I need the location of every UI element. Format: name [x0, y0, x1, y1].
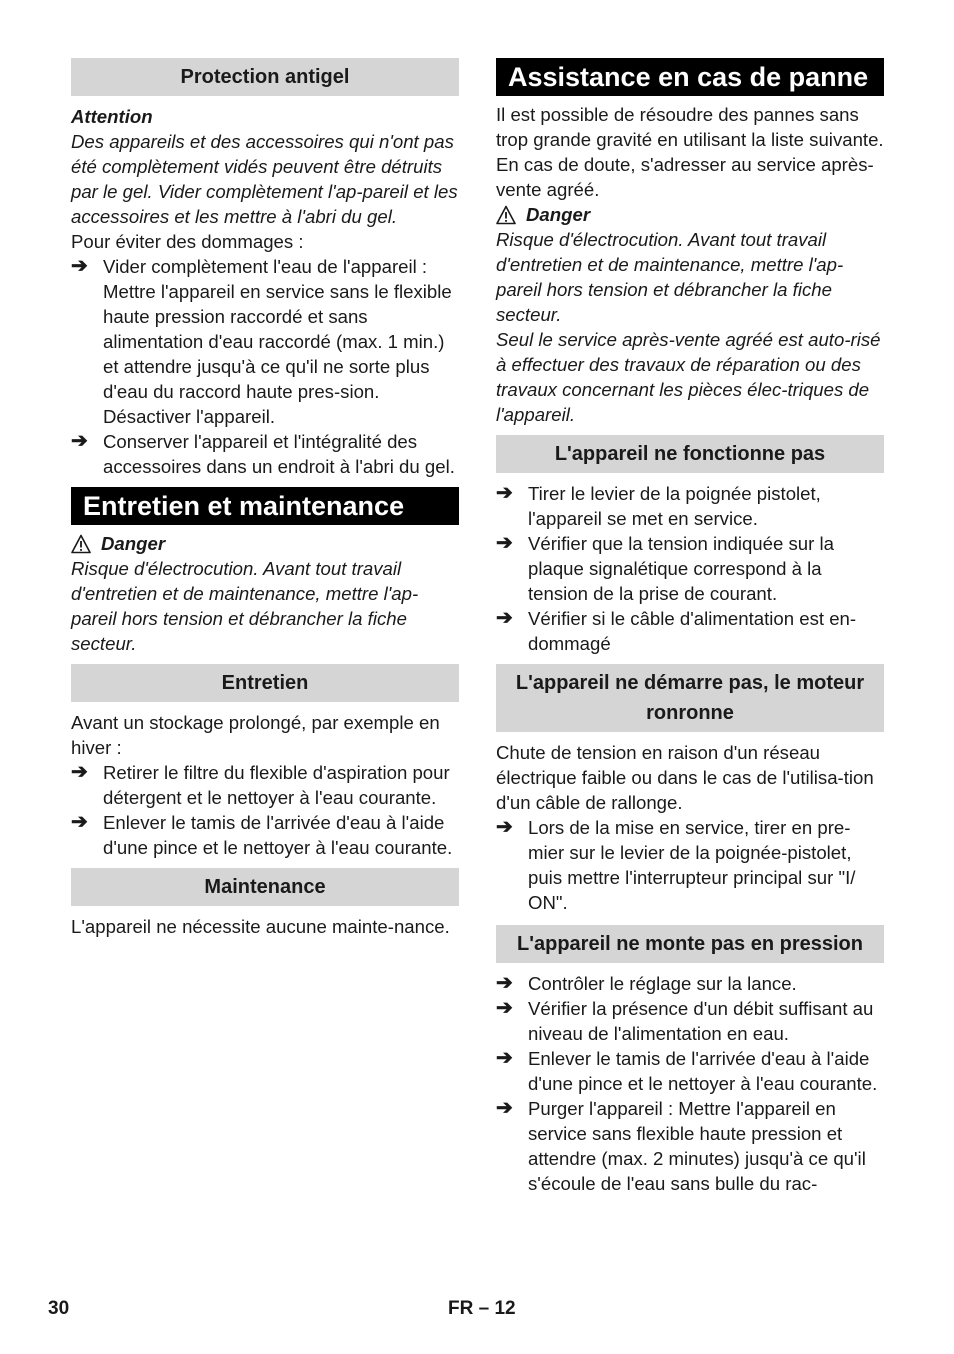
right-column: [496, 58, 884, 1196]
frost-protection-heading: Protection antigel: [71, 58, 459, 96]
list-item: ➔ Enlever le tamis de l'arrivée d'eau à l'aide d'une pince et le nettoyer à l'eau courante.: [496, 1047, 878, 1094]
left-column: [71, 58, 459, 939]
list-item: ➔ Retirer le filtre du flexible d'aspiration pour détergent et le nettoyer à l'eau courante.: [71, 761, 450, 808]
frost-steps-list: [71, 254, 459, 479]
troubleshooting-heading: Assistance en cas de panne: [496, 58, 884, 96]
not-starting-heading: L'appareil ne démarre pas, le moteur ronronne: [496, 664, 884, 732]
danger-label: Danger: [71, 531, 459, 556]
care-heading: Entretien: [71, 664, 459, 702]
list-item: ➔ Conserver l'appareil et l'intégralité des accessoires dans un endroit à l'abri du gel.: [71, 430, 455, 477]
section-reference: FR – 12: [448, 1298, 516, 1319]
arrow-icon: ➔: [496, 972, 513, 994]
attention-text: Des appareils et des accessoires qui n'ont pas été complètement vidés peuvent être détruits par le gel. Vider complètement l'ap-pareil et les accessoires et les mettre à l'abri du gel.: [71, 131, 458, 227]
arrow-icon: ➔: [496, 532, 513, 554]
arrow-icon: ➔: [71, 255, 88, 277]
danger-label: Danger: [496, 202, 884, 227]
page-number: 30: [48, 1298, 70, 1319]
arrow-icon: ➔: [71, 430, 88, 452]
not-working-heading: L'appareil ne fonctionne pas: [496, 435, 884, 473]
arrow-icon: ➔: [496, 1097, 513, 1119]
danger-text-1: Risque d'électrocution. Avant tout travail d'entretien et de maintenance, mettre l'ap-pareil hors tension et débrancher la fiche secteur.: [496, 229, 844, 325]
care-steps-list: [71, 760, 459, 860]
maintenance-text: L'appareil ne nécessite aucune mainte-nance.: [71, 916, 450, 937]
warning-triangle-icon: [496, 205, 516, 225]
no-pressure-list: [496, 971, 884, 1196]
list-item: ➔ Contrôler le réglage sur la lance.: [496, 972, 797, 994]
arrow-icon: ➔: [496, 816, 513, 838]
list-item: ➔ Lors de la mise en service, tirer en pre-mier sur le levier de la poignée-pistolet, puis mettre l'interrupteur principal sur "I/ ON".: [496, 816, 856, 913]
arrow-icon: ➔: [496, 1047, 513, 1069]
list-item: ➔ Vérifier si le câble d'alimentation est en-dommagé: [496, 607, 857, 654]
warning-triangle-icon: [71, 534, 91, 554]
arrow-icon: ➔: [71, 761, 88, 783]
list-item: ➔ Enlever le tamis de l'arrivée d'eau à l'aide d'une pince et le nettoyer à l'eau courante.: [71, 811, 453, 858]
arrow-icon: ➔: [496, 997, 513, 1019]
no-pressure-heading: L'appareil ne monte pas en pression: [496, 925, 884, 963]
not-starting-list: [496, 815, 884, 915]
not-working-list: [496, 481, 884, 656]
list-item: ➔ Tirer le levier de la poignée pistolet, l'appareil se met en service.: [496, 482, 821, 529]
list-item: ➔ Vider complètement l'eau de l'appareil : Mettre l'appareil en service sans le flexible haute pression raccordé et sans alimentation d'eau raccordé (max. 1 min.) et attendre jusqu'à ce qu'il ne sorte plus d'eau du raccord haute pres-sion. Désactiver l'appareil.: [71, 255, 452, 427]
not-starting-text: Chute de tension en raison d'un réseau électrique faible ou dans le cas de l'utilisa-tion d'un câble de rallonge.: [496, 742, 874, 813]
maintenance-heading: Maintenance: [71, 868, 459, 906]
attention-label: Attention: [71, 106, 153, 127]
help-intro-2: En cas de doute, s'adresser au service après-vente agréé.: [496, 154, 874, 200]
danger-text: Risque d'électrocution. Avant tout travail d'entretien et de maintenance, mettre l'ap-pareil hors tension et débrancher la fiche secteur.: [71, 558, 419, 654]
care-intro: Avant un stockage prolongé, par exemple en hiver :: [71, 712, 440, 758]
list-item: ➔ Vérifier que la tension indiquée sur la plaque signalétique correspond à la tension de la prise de courant.: [496, 532, 834, 604]
list-item: ➔ Vérifier la présence d'un débit suffisant au niveau de l'alimentation en eau.: [496, 997, 874, 1044]
arrow-icon: ➔: [71, 811, 88, 833]
list-item: ➔ Purger l'appareil : Mettre l'appareil en service sans flexible haute pression et attendre (max. 2 minutes) jusqu'à ce qu'il s'écoule de l'eau sans bulle du rac-: [496, 1097, 866, 1194]
maintenance-section-heading: Entretien et maintenance: [71, 487, 459, 525]
arrow-icon: ➔: [496, 482, 513, 504]
arrow-icon: ➔: [496, 607, 513, 629]
help-intro-1: Il est possible de résoudre des pannes sans trop grande gravité en utilisant la liste suivante.: [496, 104, 884, 150]
danger-text-2: Seul le service après-vente agréé est auto-risé à effectuer des travaux de réparation ou des travaux concernant les pièces élec-triques de l'appareil.: [496, 329, 881, 425]
intro-text: Pour éviter des dommages :: [71, 231, 304, 252]
